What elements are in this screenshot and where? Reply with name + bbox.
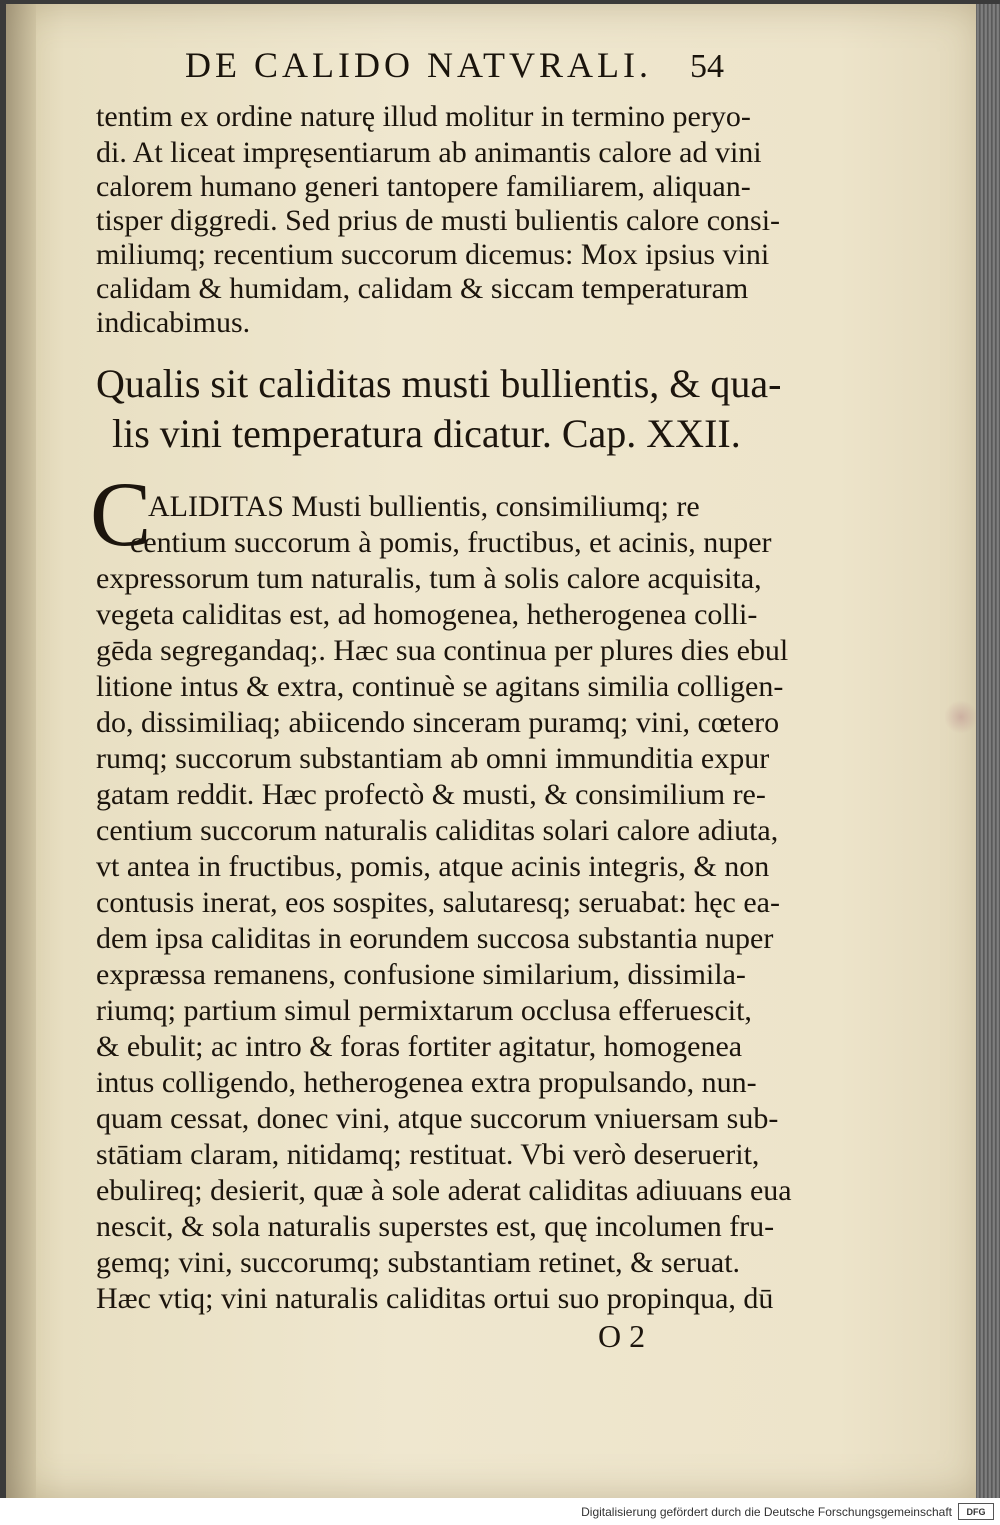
- text-line: intus colligendo, hetherogenea extra propulsando, nun-: [96, 1066, 757, 1099]
- page-gutter: [6, 4, 36, 1498]
- text-line: do, dissimiliaq; abiicendo sinceram puramq; vini, cœtero: [96, 706, 780, 739]
- text-line: expræssa remanens, confusione similarium, dissimila-: [96, 958, 746, 991]
- text-line: indicabimus.: [96, 306, 251, 339]
- page-fore-edge: [976, 4, 1000, 1498]
- text-line: Hæc vtiq; vini naturalis caliditas ortui suo propinqua, dū: [96, 1282, 774, 1315]
- text-line: gemq; vini, succorumq; substantiam retinet, & seruat.: [96, 1246, 741, 1279]
- text-line: gēda segregandaq;. Hæc sua continua per plures dies ebul: [96, 634, 789, 667]
- chapter-heading-line: lis vini temperatura dicatur. Cap. XXII.: [112, 411, 741, 456]
- text-line: expressorum tum naturalis, tum à solis calore acquisita,: [96, 562, 762, 595]
- text-line: litione intus & extra, continuè se agitans similia colligen-: [96, 670, 784, 703]
- text-line: ALIDITAS Musti bullientis, consimiliumq; re: [148, 490, 700, 523]
- text-line: calidam & humidam, calidam & siccam temperaturam: [96, 272, 749, 305]
- ink-stain: [944, 700, 978, 734]
- text-line: rumq; succorum substantiam ab omni immunditia expur: [96, 742, 770, 775]
- drop-cap: C: [90, 463, 152, 565]
- text-line: di. At liceat impręsentiarum ab animantis calore ad vini: [96, 136, 762, 169]
- page-number: 54: [690, 48, 724, 85]
- text-line: quam cessat, donec vini, atque succorum vniuersam sub-: [96, 1102, 779, 1135]
- text-line: centium succorum à pomis, fructibus, et acinis, nuper: [130, 526, 772, 559]
- text-line: tisper diggredi. Sed prius de musti bulientis calore consi-: [96, 204, 781, 237]
- dfg-logo-icon: DFG: [958, 1503, 994, 1520]
- text-line: gatam reddit. Hæc profectò & musti, & consimilium re-: [96, 778, 766, 811]
- text-line: tentim ex ordine naturę illud molitur in termino peryo-: [96, 100, 751, 133]
- text-line: vegeta caliditas est, ad homogenea, hetherogenea colli-: [96, 598, 758, 631]
- signature-mark: O 2: [598, 1318, 646, 1354]
- text-line: riumq; partium simul permixtarum occlusa efferuescit,: [96, 994, 752, 1027]
- text-line: contusis inerat, eos sospites, salutaresq; seruabat: hęc ea-: [96, 886, 780, 919]
- text-line: calorem humano generi tantopere familiarem, aliquan-: [96, 170, 751, 203]
- text-line: nescit, & sola naturalis superstes est, quę incolumen fru-: [96, 1210, 775, 1243]
- text-line: centium succorum naturalis caliditas solari calore adiuta,: [96, 814, 779, 847]
- running-title: DE CALIDO NATVRALI.: [185, 45, 652, 85]
- chapter-heading-line: Qualis sit caliditas musti bullientis, & qua-: [96, 361, 782, 406]
- text-line: & ebulit; ac intro & foras fortiter agitatur, homogenea: [96, 1030, 743, 1063]
- text-line: ebulireq; desierit, quæ à sole aderat caliditas adiuuans eua: [96, 1174, 792, 1207]
- text-line: dem ipsa caliditas in eorundem succosa substantia nuper: [96, 922, 774, 955]
- text-line: miliumq; recentium succorum dicemus: Mox ipsius vini: [96, 238, 770, 271]
- text-line: stātiam claram, nitidamq; restituat. Vbi verò deseruerit,: [96, 1138, 760, 1171]
- digitization-credit: Digitalisierung gefördert durch die Deutsche Forschungsgemeinschaft: [581, 1505, 952, 1519]
- text-line: vt antea in fructibus, pomis, atque acinis integris, & non: [96, 850, 770, 883]
